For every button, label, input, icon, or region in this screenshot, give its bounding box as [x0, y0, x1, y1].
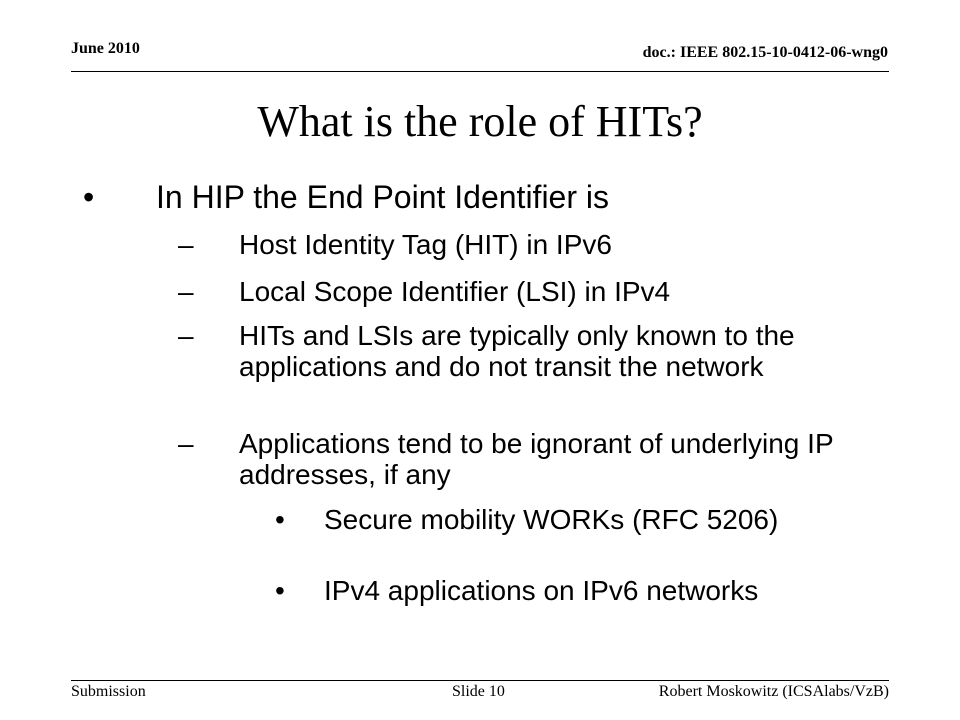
sub-bullet-text: Host Identity Tag (HIT) in IPv6 [239, 229, 612, 260]
dash-marker: – [178, 229, 194, 260]
bullet-text: In HIP the End Point Identifier is [156, 179, 609, 215]
dash-marker: – [178, 320, 194, 351]
footer-divider [71, 680, 889, 681]
footer-author: Robert Moskowitz (ICSAlabs/VzB) [658, 683, 889, 700]
slide-title: What is the role of HITs? [257, 97, 703, 146]
footer-slide-number: Slide 10 [452, 683, 505, 700]
header-date: June 2010 [71, 40, 140, 57]
subsub-bullet-text: Secure mobility WORKs (RFC 5206) [324, 504, 779, 535]
dash-marker: – [178, 276, 194, 307]
subsub-bullet-text: IPv4 applications on IPv6 networks [324, 575, 759, 606]
sub-bullet-text: Local Scope Identifier (LSI) in IPv4 [239, 276, 671, 307]
bullet-marker: • [275, 575, 285, 606]
bullet-marker: • [83, 179, 95, 215]
footer-submission: Submission [71, 683, 146, 700]
header-divider [71, 71, 889, 72]
bullet-marker: • [275, 504, 285, 535]
sub-bullet-text: Applications tend to be ignorant of underlying IP addresses, if any [239, 428, 834, 490]
sub-bullet-text: HITs and LSIs are typically only known to the applications and do not transit the network [239, 320, 795, 382]
dash-marker: – [178, 428, 194, 459]
header-doc-id: doc.: IEEE 802.15-10-0412-06-wng0 [642, 44, 888, 61]
